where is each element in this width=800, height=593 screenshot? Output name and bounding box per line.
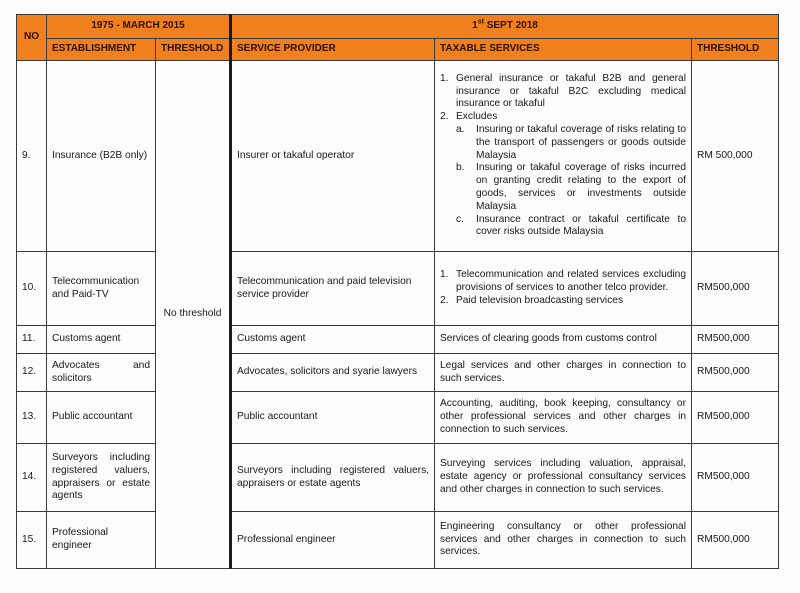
row-number: 14. — [17, 444, 47, 512]
row-threshold: RM500,000 — [692, 326, 779, 354]
list-item: 1. General insurance or takaful B2B and general insurance or takaful B2C excluding medical insurance or takaful — [440, 72, 686, 110]
row-provider: Professional engineer — [231, 512, 435, 569]
row-establishment: Surveyors including registered valuers, appraisers or estate agents — [47, 444, 156, 512]
sub-list-item: c. Insurance contract or takaful certificate to cover risks outside Malaysia — [456, 213, 686, 238]
row-establishment: Telecommunication and Paid-TV — [47, 252, 156, 326]
header-no: NO — [17, 15, 47, 61]
row-threshold: RM500,000 — [692, 512, 779, 569]
row-services: Legal services and other charges in connection to such services. — [435, 354, 692, 392]
row-number: 11. — [17, 326, 47, 354]
row-number: 15. — [17, 512, 47, 569]
taxable-services-table — [16, 14, 779, 569]
row-services: Engineering consultancy or other professional services and other charges in connection to such services. — [435, 512, 692, 569]
header-taxable-services: TAXABLE SERVICES — [435, 39, 692, 61]
header-row-columns — [17, 39, 779, 61]
row-number: 10. — [17, 252, 47, 326]
row-provider: Telecommunication and paid television service provider — [231, 252, 435, 326]
row-threshold: RM 500,000 — [692, 61, 779, 252]
row-provider: Insurer or takaful operator — [231, 61, 435, 252]
row-services — [435, 61, 692, 252]
row-threshold: RM500,000 — [692, 444, 779, 512]
row-establishment: Professional engineer — [47, 512, 156, 569]
row-number: 12. — [17, 354, 47, 392]
row-provider: Surveyors including registered valuers, appraisers or estate agents — [231, 444, 435, 512]
list-item: 2. Excludes — [440, 111, 498, 123]
row-establishment: Customs agent — [47, 326, 156, 354]
header-establishment: ESTABLISHMENT — [47, 39, 156, 61]
header-threshold-old: THRESHOLD — [156, 39, 231, 61]
row-establishment: Public accountant — [47, 392, 156, 444]
sub-list-item: b. Insuring or takaful coverage of risks incurred on granting credit relating to the export of goods, services or investments outside Malaysia — [456, 162, 686, 212]
row-threshold: RM500,000 — [692, 252, 779, 326]
table-row — [17, 326, 779, 354]
row-number: 9. — [17, 61, 47, 252]
row-services — [435, 252, 692, 326]
tax-table-container — [16, 14, 778, 569]
row-provider: Public accountant — [231, 392, 435, 444]
row-threshold: RM500,000 — [692, 392, 779, 444]
row-services: Surveying services including valuation, appraisal, estate agency or professional consultancy services and other charges in connection to such services. — [435, 444, 692, 512]
row-services: Accounting, auditing, book keeping, consultancy or other professional services and other charges in connection to such services. — [435, 392, 692, 444]
no-threshold-cell: No threshold — [156, 61, 231, 569]
sub-list-item: a. Insuring or takaful coverage of risks relating to the transport of passengers or goods outside Malaysia — [456, 124, 686, 161]
table-row — [17, 512, 779, 569]
header-period-new: 1st SEPT 2018 — [231, 15, 779, 39]
row-number: 13. — [17, 392, 47, 444]
list-item: 2. Paid television broadcasting services — [440, 294, 624, 306]
row-provider: Advocates, solicitors and syarie lawyers — [231, 354, 435, 392]
header-service-provider: SERVICE PROVIDER — [231, 39, 435, 61]
header-row-periods — [17, 15, 779, 39]
row-establishment: Insurance (B2B only) — [47, 61, 156, 252]
header-period-old: 1975 - MARCH 2015 — [47, 15, 231, 39]
table-row — [17, 354, 779, 392]
table-row — [17, 444, 779, 512]
row-provider: Customs agent — [231, 326, 435, 354]
row-services: Services of clearing goods from customs control — [435, 326, 692, 354]
header-threshold-new: THRESHOLD — [692, 39, 779, 61]
table-row — [17, 252, 779, 326]
row-establishment: Advocates and solicitors — [47, 354, 156, 392]
table-row — [17, 392, 779, 444]
list-item: 1. Telecommunication and related services excluding provisions of services to another telco provider. — [440, 269, 686, 294]
row-threshold: RM500,000 — [692, 354, 779, 392]
table-row — [17, 61, 779, 252]
